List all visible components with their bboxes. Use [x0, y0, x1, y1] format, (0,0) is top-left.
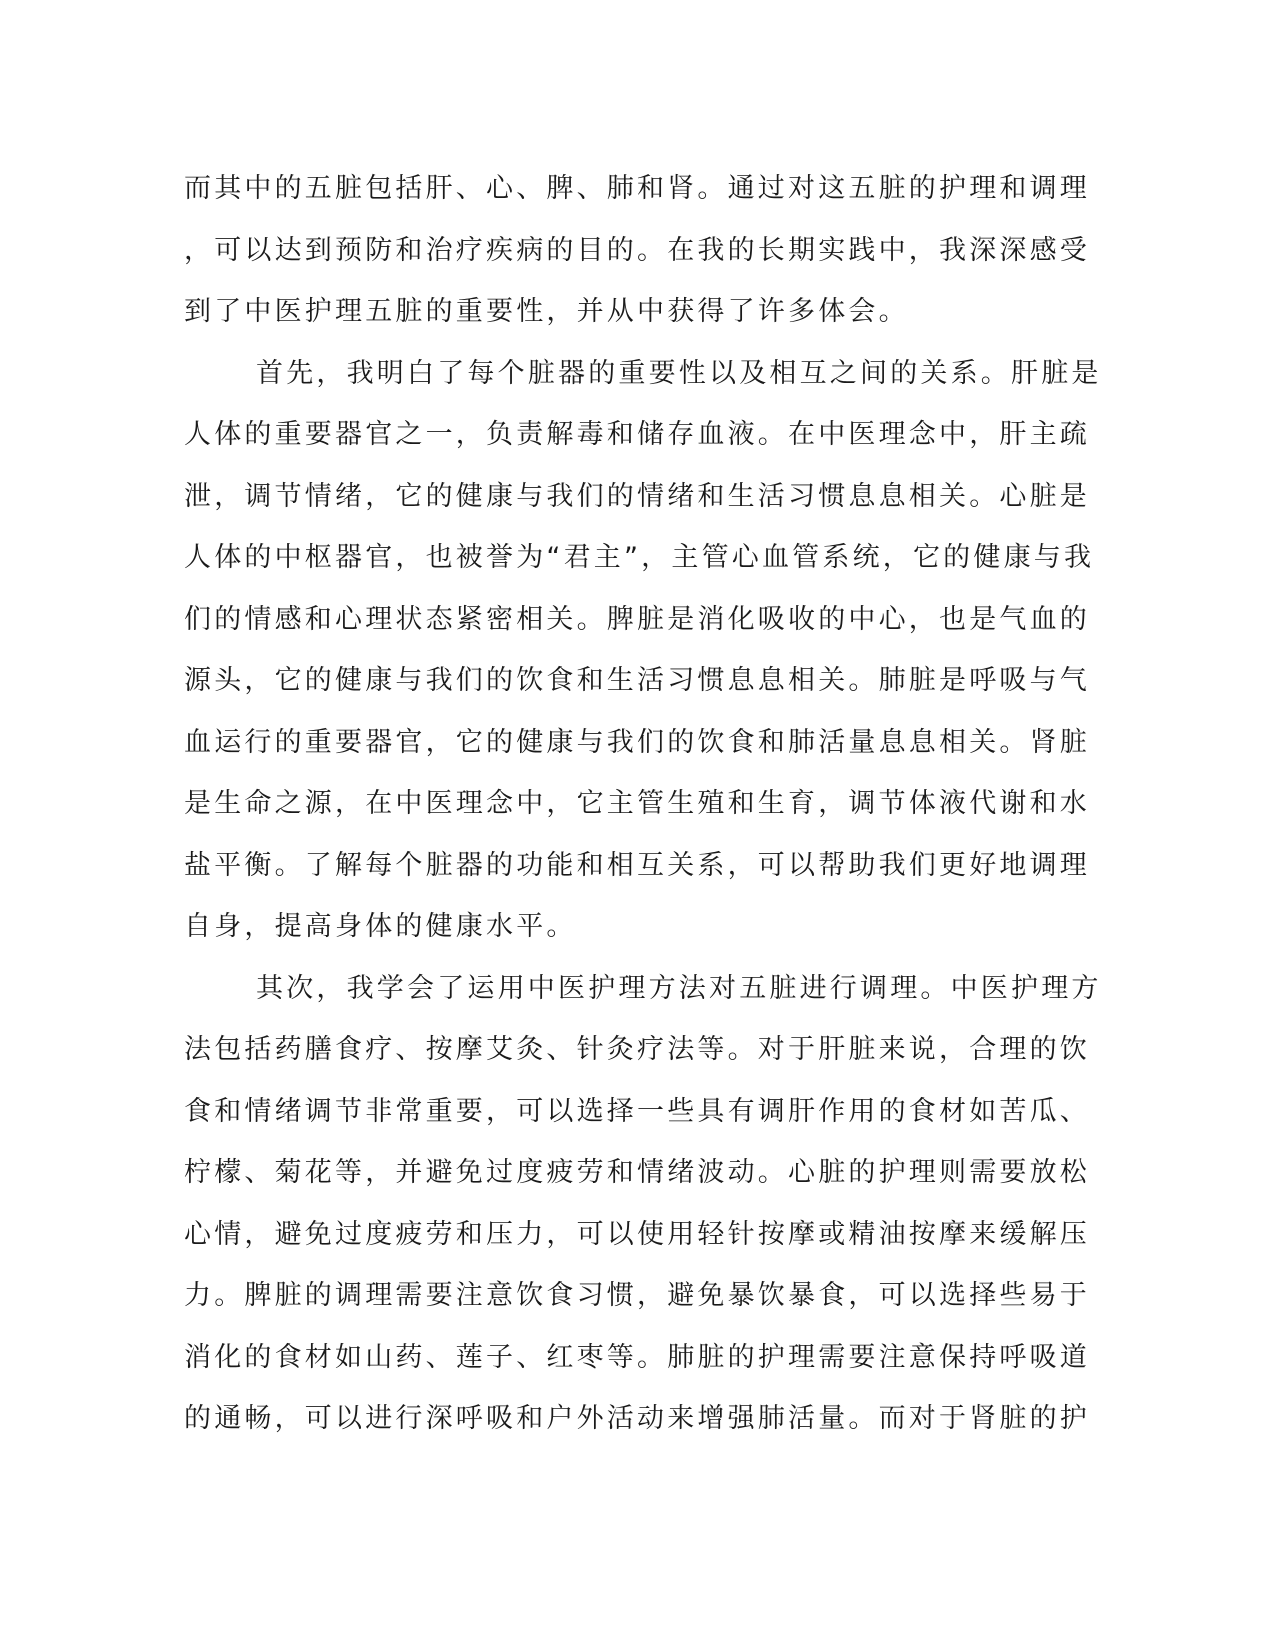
text-line: 食和情绪调节非常重要，可以选择一些具有调肝作用的食材如苦瓜、 — [184, 1095, 1090, 1127]
text-line: 血运行的重要器官，它的健康与我们的饮食和肺活量息息相关。肾脏 — [184, 726, 1090, 758]
text-line: 自身，提高身体的健康水平。 — [184, 911, 577, 942]
text-line: 力。脾脏的调理需要注意饮食习惯，避免暴饮暴食，可以选择些易于 — [184, 1280, 1090, 1311]
text-line: 泄，调节情绪，它的健康与我们的情绪和生活习惯息息相关。心脏是 — [184, 480, 1090, 512]
text-line: 消化的食材如山药、莲子、红枣等。肺脏的护理需要注意保持呼吸道 — [184, 1341, 1090, 1373]
text-line: 们的情感和心理状态紧密相关。脾脏是消化吸收的中心，也是气血的 — [184, 603, 1090, 635]
text-line: 人体的中枢器官，也被誉为“君主”，主管心血管系统，它的健康与我 — [184, 542, 1095, 573]
text-line: ，可以达到预防和治疗疾病的目的。在我的长期实践中，我深深感受 — [184, 234, 1090, 266]
text-line: 的通畅，可以进行深呼吸和户外活动来增强肺活量。而对于肾脏的护 — [184, 1403, 1090, 1434]
text-line: 到了中医护理五脏的重要性，并从中获得了许多体会。 — [184, 296, 909, 327]
text-line: 人体的重要器官之一，负责解毒和储存血液。在中医理念中，肝主疏 — [184, 419, 1090, 450]
paragraph-first-line: 首先，我明白了每个脏器的重要性以及相互之间的关系。肝脏是 — [256, 357, 1102, 389]
text-line: 心情，避免过度疲劳和压力，可以使用轻针按摩或精油按摩来缓解压 — [184, 1218, 1090, 1250]
text-line: 而其中的五脏包括肝、心、脾、肺和肾。通过对这五脏的护理和调理 — [184, 173, 1090, 204]
text-line: 源头，它的健康与我们的饮食和生活习惯息息相关。肺脏是呼吸与气 — [184, 665, 1090, 696]
text-line: 是生命之源，在中医理念中，它主管生殖和生育，调节体液代谢和水 — [184, 788, 1090, 819]
text-line: 柠檬、菊花等，并避免过度疲劳和情绪波动。心脏的护理则需要放松 — [184, 1157, 1090, 1188]
paragraph-first-line: 其次，我学会了运用中医护理方法对五脏进行调理。中医护理方 — [256, 972, 1102, 1004]
text-line: 法包括药膳食疗、按摩艾灸、针灸疗法等。对于肝脏来说，合理的饮 — [184, 1034, 1090, 1065]
text-line: 盐平衡。了解每个脏器的功能和相互关系，可以帮助我们更好地调理 — [184, 849, 1090, 881]
body-text — [184, 158, 1102, 1450]
